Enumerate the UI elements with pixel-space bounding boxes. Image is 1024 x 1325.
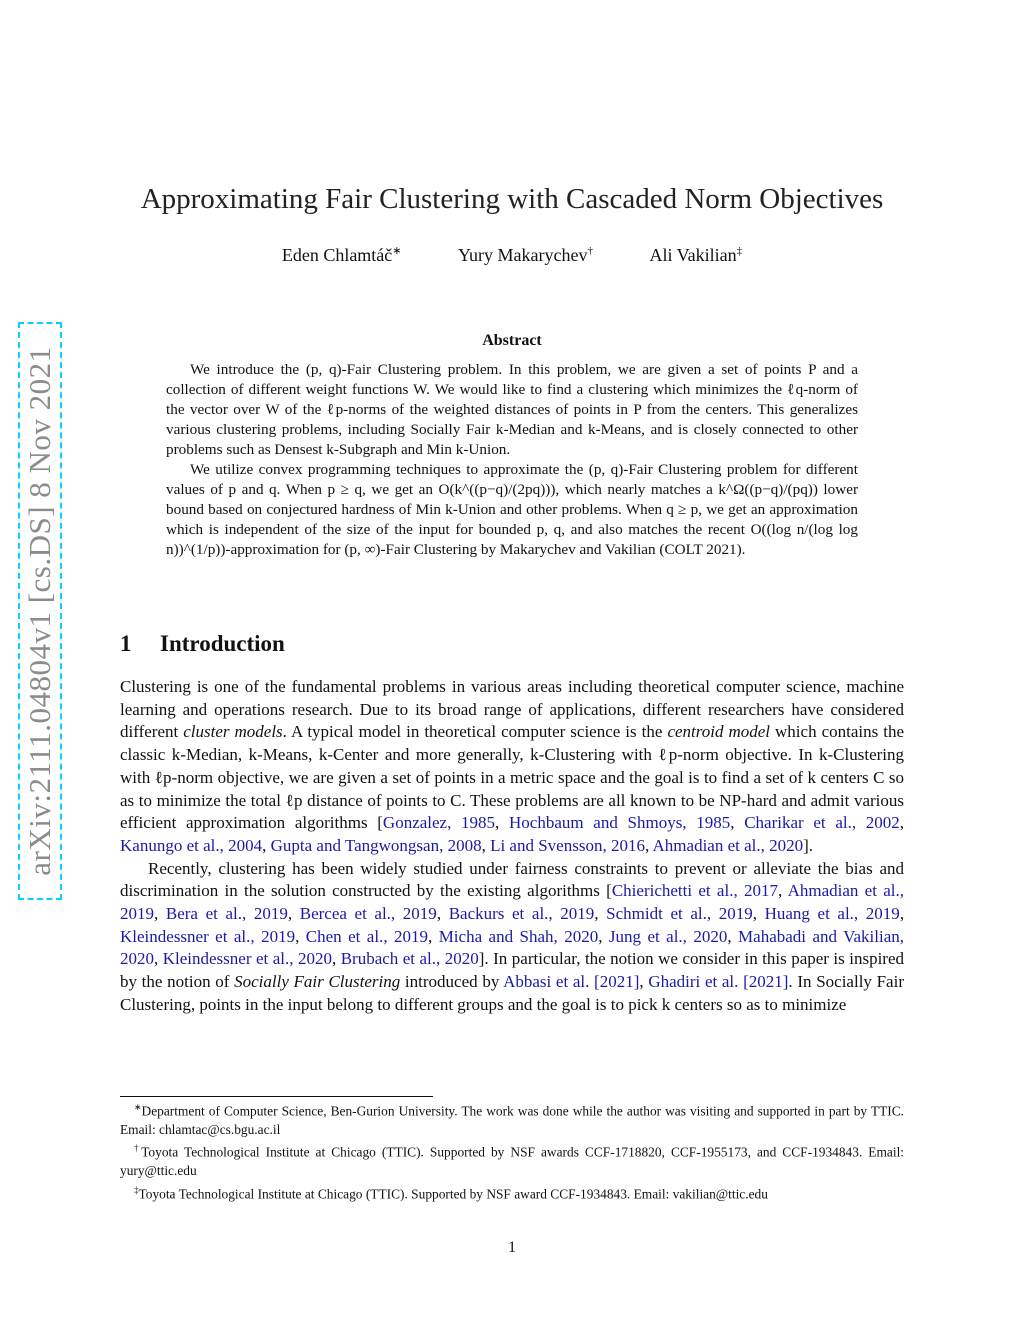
citation-link[interactable]: Hochbaum and Shmoys, 1985 — [509, 813, 731, 833]
citation-link[interactable]: Schmidt et al., 2019 — [606, 904, 753, 924]
section-heading-introduction — [120, 631, 285, 657]
citation-list-1: Gonzalez, 1985, Hochbaum and Shmoys, 1985, Charikar et al., 2002, Kanungo et al., 2004, Gupta and Tangwongsan, 2008, Li and Svensson, 2016, Ahmadian et al., 2020 — [120, 813, 905, 855]
citation-link[interactable]: Ahmadian et al., 2019 — [120, 881, 904, 924]
section-number: 1 — [120, 631, 132, 656]
citation-list-2: Chierichetti et al., 2017, Ahmadian et al., 2019, Bera et al., 2019, Bercea et al., 2019, Backurs et al., 2019, Schmidt et al., 2019, Huang et al., 2019, Kleindessner et al., 2019, Chen et al., 2019, Micha and Shah, 2020, Jung et al., 2020, Mahabadi and Vakilian, 2020, Kleindessner et al., 2020, Brubach et al., 2020 — [120, 881, 905, 969]
citation-link[interactable]: Kleindessner et al., 2020 — [162, 949, 332, 969]
arxiv-identifier-stamp[interactable] — [18, 322, 62, 900]
citation-link[interactable]: Kleindessner et al., 2019 — [120, 926, 296, 946]
footnote-1: ∗Department of Computer Science, Ben-Gurion University. The work was done while the author was visiting and supported in part by TTIC. Email: chlamtac@cs.bgu.ac.il — [120, 1102, 904, 1137]
introduction-body — [120, 676, 904, 1017]
citation-link[interactable]: Li and Svensson, 2016 — [490, 835, 645, 855]
citation-link[interactable]: Charikar et al., 2002 — [744, 813, 900, 833]
citation-link[interactable]: Backurs et al., 2019 — [448, 904, 595, 924]
citation-link[interactable]: Gupta and Tangwongsan, 2008 — [270, 835, 482, 855]
citation-link[interactable]: Abbasi et al. [2021] — [503, 972, 640, 992]
author-1-footnote-mark[interactable]: ∗ — [392, 245, 402, 257]
citation-link[interactable]: Kanungo et al., 2004 — [120, 835, 263, 855]
footnote-3: ‡Toyota Technological Institute at Chicago (TTIC). Supported by NSF award CCF-1934843. Email: vakilian@ttic.edu — [134, 1184, 768, 1202]
author-2: Yury Makarychev† — [458, 245, 593, 265]
intro-paragraph-2: Recently, clustering has been widely studied under fairness constraints to prevent or alleviate the bias and discrimination in the solution constructed by the existing algorithms [Chierichetti et al., 2017, Ahmadian et al., 2019, Bera et al., 2019, Bercea et al., 2019, Backurs et al., 2019, Schmidt et al., 2019, Huang et al., 2019, Kleindessner et al., 2019, Chen et al., 2019, Micha and Shah, 2020, Jung et al., 2020, Mahabadi and Vakilian, 2020, Kleindessner et al., 2020, Brubach et al., 2020]. In particular, the notion we consider in this paper is inspired by the notion of Socially Fair Clustering introduced by Abbasi et al. [2021], Ghadiri et al. [2021]. In Socially Fair Clustering, points in the input belong to different groups and the goal is to pick k centers so as to minimize — [120, 858, 905, 1014]
footnote-divider — [120, 1096, 433, 1097]
citation-link[interactable]: Chierichetti et al., 2017 — [611, 881, 778, 901]
author-3-footnote-mark[interactable]: ‡ — [736, 245, 743, 257]
author-3: Ali Vakilian‡ — [649, 245, 743, 265]
abstract-paragraph-1: We introduce the (p, q)-Fair Clustering problem. In this problem, we are given a set of points P and a collection of different weight functions W. We would like to find a clustering which minimizes the ℓq-norm of the vector over W of the ℓp-norms of the weighted distances of points in P from the centers. This generalizes various clustering problems, including Socially Fair k-Median and k-Means, and is closely connected to other problems such as Densest k-Subgraph and Min k-Union. — [166, 361, 858, 458]
author-2-footnote-mark[interactable]: † — [587, 245, 593, 257]
arxiv-id-text: arXiv:2111.04804v1 [cs.DS] 8 Nov 2021 — [22, 346, 57, 876]
section-title: Introduction — [160, 631, 285, 656]
citation-link[interactable]: Jung et al., 2020 — [608, 926, 728, 946]
citation-link[interactable]: Bercea et al., 2019 — [299, 904, 437, 924]
abstract-heading: Abstract — [482, 332, 542, 349]
footnotes — [120, 1098, 904, 1204]
intro-paragraph-1: Clustering is one of the fundamental problems in various areas including theoretical computer science, machine learning and operations research. Due to its broad range of applications, different researchers have considered different cluster models. A typical model in theoretical computer science is the centroid model which contains the classic k-Median, k-Means, k-Center and more generally, k-Clustering with ℓp-norm objective. In k-Clustering with ℓp-norm objective, we are given a set of points in a metric space and the goal is to find a set of k centers C so as to minimize the total ℓp distance of points to C. These problems are all known to be NP-hard and admit various efficient approximation algorithms [Gonzalez, 1985, Hochbaum and Shmoys, 1985, Charikar et al., 2002, Kanungo et al., 2004, Gupta and Tangwongsan, 2008, Li and Svensson, 2016, Ahmadian et al., 2020]. — [120, 677, 905, 855]
citation-link[interactable]: Micha and Shah, 2020 — [438, 926, 599, 946]
author-1: Eden Chlamtáč∗ — [281, 245, 402, 265]
citation-link[interactable]: Ghadiri et al. [2021] — [648, 972, 789, 992]
citation-link[interactable]: Huang et al., 2019 — [764, 904, 900, 924]
citation-link[interactable]: Bera et al., 2019 — [165, 904, 288, 924]
author-list — [0, 244, 1024, 266]
abstract-paragraph-2: We utilize convex programming techniques to approximate the (p, q)-Fair Clustering problem for different values of p and q. When p ≥ q, we get an O(k^((p−q)/(2pq))), which nearly matches a k^Ω((p−q)/(pq)) lower bound based on conjectured hardness of Min k-Union and other problems. When q ≥ p, we get an approximation which is independent of the size of the input for bounded p, q, and also matches the recent O((log n/(log log n))^(1/p))-approximation for (p, ∞)-Fair Clustering by Makarychev and Vakilian (COLT 2021). — [166, 461, 858, 558]
abstract-body — [166, 360, 858, 560]
footnote-2: †Toyota Technological Institute at Chicago (TTIC). Supported by NSF awards CCF-1718820, CCF-1955173, and CCF-1934843. Email: yury@ttic.edu — [120, 1143, 905, 1179]
citation-link[interactable]: Chen et al., 2019 — [305, 926, 428, 946]
citation-link[interactable]: Mahabadi and Vakilian, 2020 — [120, 926, 905, 969]
citation-link[interactable]: Gonzalez, 1985 — [382, 813, 496, 833]
paper-title: Approximating Fair Clustering with Cascaded Norm Objectives — [140, 183, 884, 215]
page-number: 1 — [508, 1239, 516, 1256]
citation-link[interactable]: Brubach et al., 2020 — [340, 949, 479, 969]
citation-link[interactable]: Ahmadian et al., 2020 — [652, 835, 804, 855]
